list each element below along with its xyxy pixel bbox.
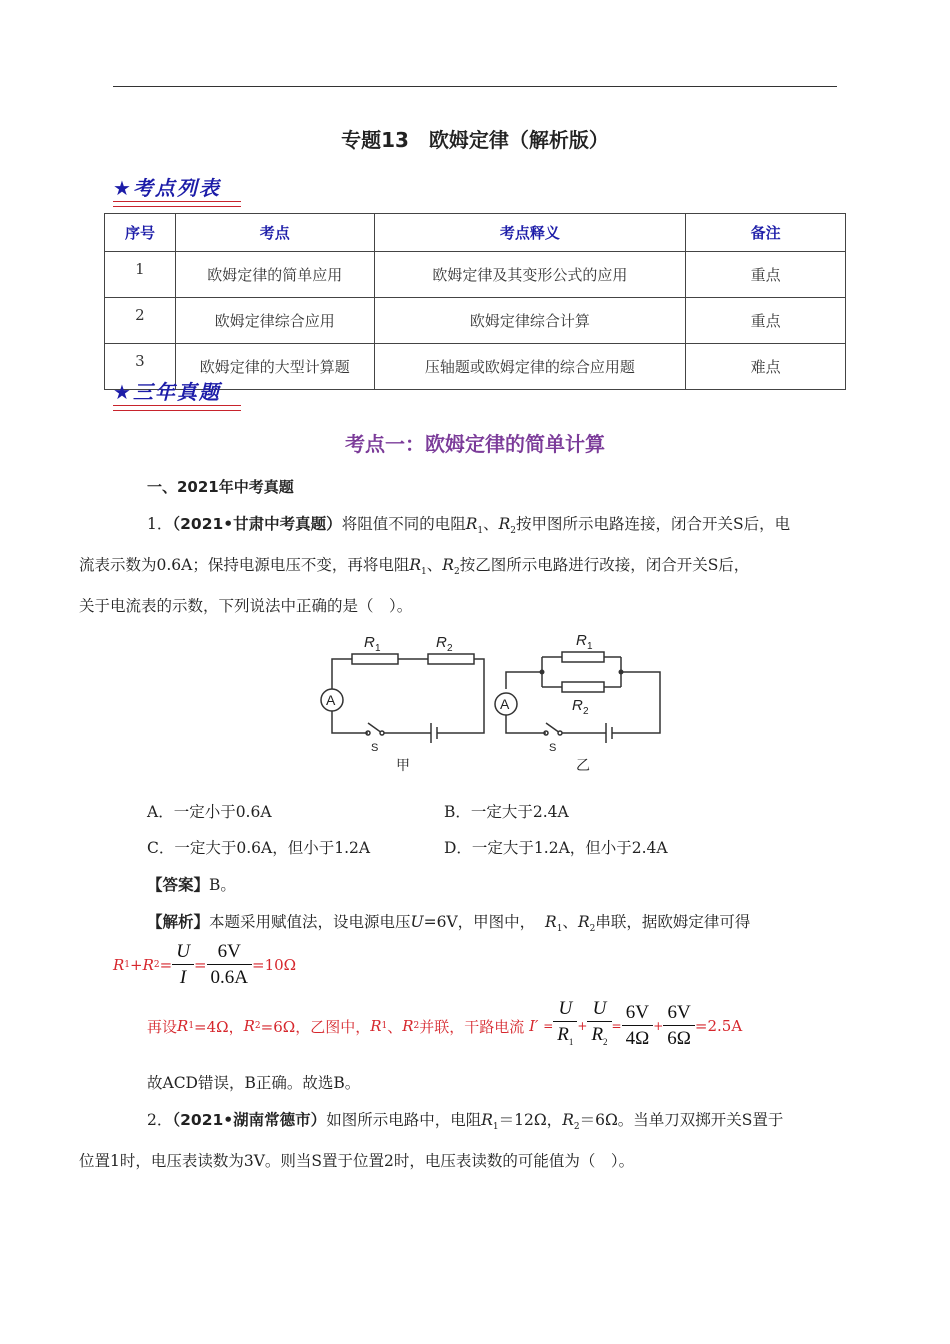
label-r1-left: R [364,634,375,651]
question-text: 如图所示电路中，电阻 [326,1111,482,1129]
subscript: 1 [421,567,427,578]
subscript: 1 [477,526,484,537]
label-r1-right: R [576,632,587,649]
eq-sign: = [159,956,173,974]
question-text: 流表示数为0.6A；保持电源电压不变，再将电阻 [79,556,410,575]
subscript: 2 [573,1122,580,1133]
fraction-6v-over-4ohm [622,1001,654,1052]
variable-u: U [410,913,424,931]
section-heading-text: ★三年真题 [113,380,221,404]
option-a: A．一定小于0.6A [147,803,272,821]
denominator [587,1022,611,1055]
separator: 、 [426,556,443,575]
separator: 、 [483,515,499,533]
numerator: U [172,940,194,965]
question-source: （2021•湖南常德市） [172,1111,327,1129]
eq-term: +R [130,956,154,974]
subscript: 2 [413,1021,420,1031]
table-row [105,298,846,344]
variable-r1: R [370,1017,382,1035]
denominator: 6Ω [667,1027,691,1049]
eq-sign: = [543,1019,554,1033]
analysis-text: 串联，据欧姆定律可得 [595,913,751,931]
answer-value: B。 [209,876,236,894]
question-text: 按甲图所示电路连接，闭合开关S后，电 [516,515,791,533]
subscript: 1 [381,1021,388,1031]
eq-result: =10Ω [252,956,297,974]
answer-label: 【答案】 [147,876,210,894]
eq-text: =6Ω，乙图中， [260,1017,371,1036]
section-heading-past-exams [113,376,221,405]
column-header: 考点释义 [374,214,686,252]
question-number: 1． [147,515,173,533]
variable-r1: R [545,913,557,931]
variable-r2: R [562,1111,574,1129]
equation-2 [147,998,742,1054]
question-number: 2． [147,1111,173,1129]
header-rule [113,86,837,87]
subscript: 1 [124,960,131,970]
subscript: 2 [254,1021,261,1031]
table-cell: 1 [105,252,176,298]
denominator [553,1022,577,1055]
question-text: ＝6Ω。当单刀双掷开关S置于 [579,1111,784,1129]
table-cell: 3 [105,344,176,390]
denominator-r: R [591,1024,604,1046]
fraction-u-over-r1 [553,997,577,1055]
separator: 、 [562,913,578,931]
variable-r2: R [577,913,590,931]
numerator: U [553,997,577,1022]
label-r1-left-sub: 1 [375,643,381,654]
subscript: 1 [492,1122,499,1133]
label-r2-left: R [436,634,447,651]
denominator: I [179,966,187,988]
table-cell: 重点 [686,252,846,298]
separator: 、 [387,1017,403,1036]
section-heading-text: ★考点列表 [113,176,221,200]
numerator: 6V [622,1001,654,1026]
denominator-r: R [557,1024,569,1046]
denominator: 4Ω [625,1027,650,1049]
eq-term: R [113,956,125,974]
label-r1-right-sub: 1 [587,641,593,652]
column-header: 序号 [105,214,176,252]
column-header: 考点 [175,214,374,252]
table-header-row [105,214,846,252]
table-cell: 欧姆定律综合应用 [175,298,374,344]
question-text: 按乙图所示电路进行改接，闭合开关S后， [459,556,750,575]
option-d: D．一定大于1.2A，但小于2.4A [444,839,668,857]
table-cell: 欧姆定律的简单应用 [175,252,374,298]
column-header: 备注 [686,214,846,252]
answer-line [147,873,236,895]
table-row [105,252,846,298]
question-1-text [79,507,843,623]
key-points-table [104,213,846,390]
eq-text: =4Ω， [194,1017,244,1036]
switch-left: S [371,742,379,754]
variable-r2: R [402,1017,414,1035]
fraction-u-over-i [172,940,194,991]
table-cell: 难点 [686,344,846,390]
analysis-label: 【解析】 [147,913,210,931]
figure-label-left: 甲 [396,758,410,774]
eq-sign: = [193,956,207,974]
eq-sign: = [611,1019,622,1033]
table-cell: 欧姆定律的大型计算题 [175,344,374,390]
analysis-line [147,910,750,934]
label-r2-right: R [572,697,583,714]
variable-r1: R [465,515,478,533]
variable-r1: R [409,556,422,575]
ammeter-left: A [326,692,336,708]
eq-sign: + [653,1019,664,1033]
numerator: 6V [207,940,252,965]
option-c: C．一定大于0.6A，但小于1.2A [147,839,371,857]
variable-r1: R [177,1017,189,1035]
fraction-6v-over-6ohm [663,1001,695,1052]
eq-text: 再设 [147,1017,178,1036]
page-title: 专题13 欧姆定律（解析版） [341,128,609,152]
eq-text: 并联，干路电流 [419,1017,525,1036]
label-r2-left-sub: 2 [447,643,453,654]
variable-r1: R [481,1111,493,1129]
table-cell: 压轴题或欧姆定律的综合应用题 [374,344,686,390]
table-cell: 欧姆定律及其变形公式的应用 [374,252,686,298]
question-text: 将阻值不同的电阻 [341,515,466,533]
variable-r2: R [243,1017,255,1035]
eq-result: =2.5A [694,1017,743,1035]
subscript: 2 [589,924,596,935]
subscript: 2 [510,526,517,537]
question-text: 关于电流表的示数，下列说法中正确的是（ ）。 [79,597,413,616]
heading-underline [113,201,241,207]
numerator: U [587,997,611,1022]
year-heading: 一、2021年中考真题 [147,478,294,496]
subscript: 1 [556,924,563,935]
variable-i: I′ [529,1017,539,1035]
denominator: 0.6A [210,966,249,988]
figure-label-right: 乙 [576,758,590,774]
fraction-u-over-r2 [587,997,611,1055]
analysis-text: =6V，甲图中， [423,913,536,931]
question-text: ＝12Ω， [498,1111,563,1129]
circuit-figure [310,625,670,775]
subscript: 2 [603,1036,608,1047]
ammeter-right: A [500,696,510,712]
conclusion: 故ACD错误，B正确。故选B。 [147,1074,361,1092]
subscript: 1 [188,1021,195,1031]
table-cell: 重点 [686,298,846,344]
subscript: 2 [453,567,460,578]
question-text: 位置1时，电压表读数为3V。则当S置于位置2时，电压表读数的可能值为（ ）。 [79,1152,635,1171]
eq-sign: + [577,1019,588,1033]
section-heading-key-points [113,172,221,201]
analysis-text: 本题采用赋值法，设电源电压 [209,913,411,931]
variable-r2: R [442,556,454,575]
numerator: 6V [663,1001,695,1026]
question-source: （2021•甘肃中考真题） [172,515,342,533]
variable-r2: R [498,515,511,533]
heading-underline [113,405,241,411]
table-cell: 欧姆定律综合计算 [374,298,686,344]
label-r2-right-sub: 2 [583,706,589,717]
subscript: 1 [568,1036,574,1047]
table-cell: 2 [105,298,176,344]
option-b: B．一定大于2.4A [444,803,569,821]
fraction-6v-over-06a [207,940,252,991]
switch-right: S [549,742,557,754]
kaodian-title: 考点一：欧姆定律的简单计算 [345,432,605,456]
equation-1 [113,940,296,990]
question-2-text [79,1103,843,1178]
subscript: 2 [153,960,160,970]
